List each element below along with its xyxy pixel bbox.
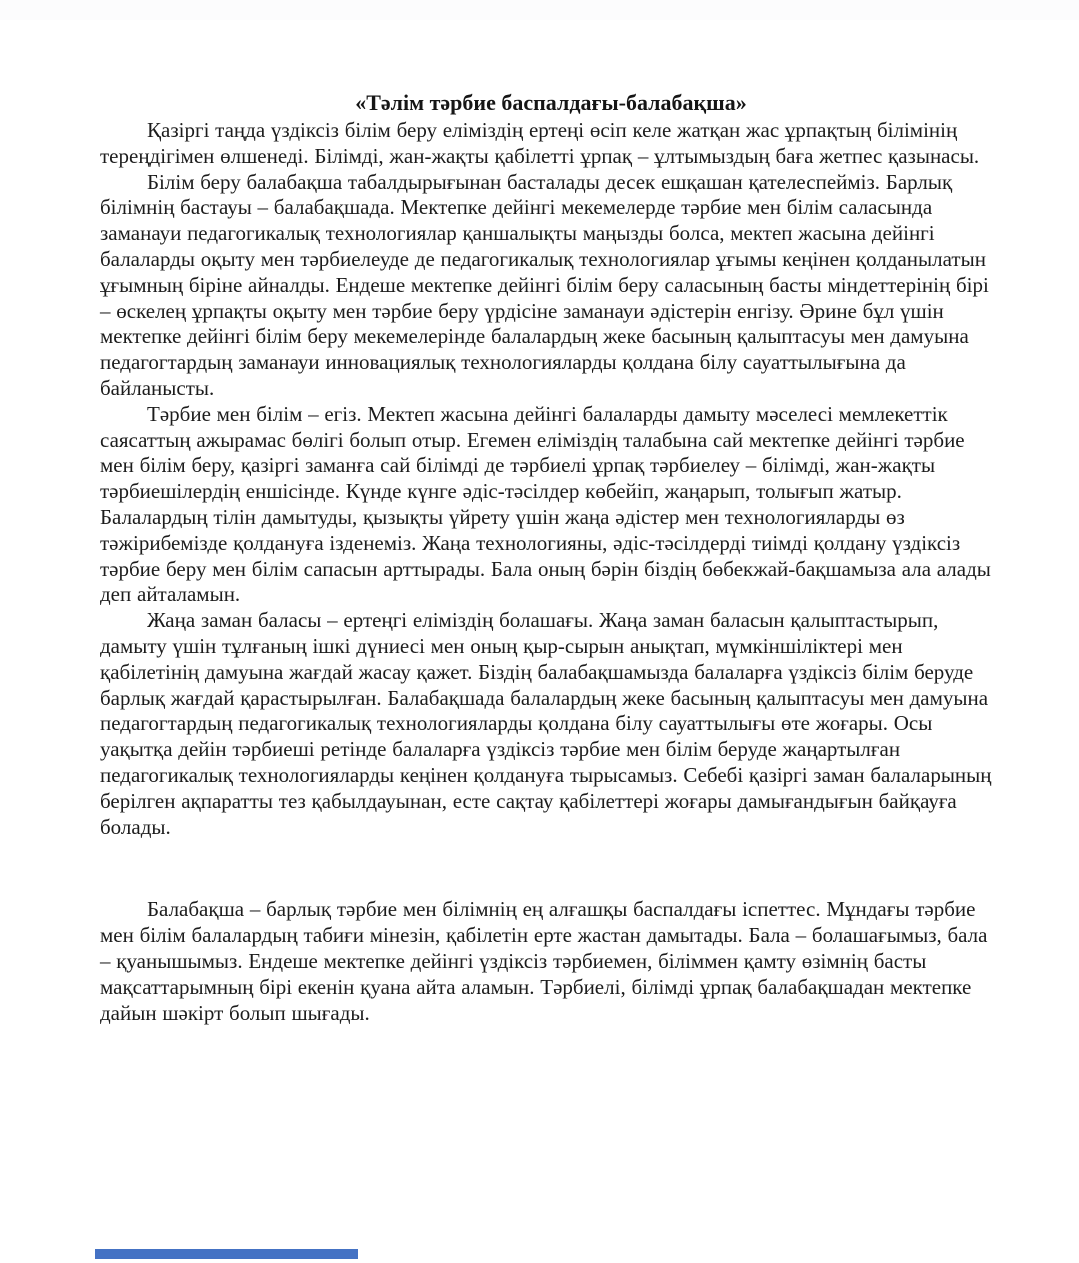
page-top-edge xyxy=(0,0,1079,20)
paragraph-kindergarten-foundation: Білім беру балабақша табалдырығынан басталады десек ешқашан қателеспейміз. Барлық білімнің бастауы – балабақшада. Мектепке дейінгі мекемелерде тәрбие мен білім саласында заманауи педагогикалық технологиялар қаншалықты маңызды болса, мектеп жасына дейінгі балаларды оқыту мен тәрбиелеуде де педагогикалық технологиялар ұғымы кеңінен қолданылатын ұғымның біріне айналды. Ендеше мектепке дейінгі білім беру саласының басты міндеттерінің бірі – өскелең ұрпақты оқыту мен тәрбие беру үрдісіне заманауи әдістерін енгізу. Әрине бұл үшін мектепке дейінгі білім беру мекемелерінде балалардың жеке басының қалыптасуы мен дамуына педагогтардың заманауи инновациялық технологияларды қолдана білу сауаттылығына да байланысты. xyxy=(100,169,989,400)
page-title: «Тәлім тәрбие баспалдағы-балабақша» xyxy=(355,90,747,115)
bottom-blue-bar xyxy=(95,1249,358,1259)
document-page xyxy=(100,90,1002,1026)
paragraph-education-twins: Тәрбие мен білім – егіз. Мектеп жасына дейінгі балаларды дамыту мәселесі мемлекеттік саясаттың ажырамас бөлігі болып отыр. Егемен еліміздің талабына сай мектепке дейінгі тәрбие мен білім беру, қазіргі заманға сай білімді де тәрбиелі ұрпақ тәрбиелеу – білімді, жан-жақты тәрбиешілердің еншісінде. Күнде күнге әдіс-тәсілдер көбейіп, жаңарып, толығып жатыр. Балалардың тілін дамытуды, қызықты үйрету үшін жаңа әдістер мен технологияларды өз тәжірибемізде қолдануға ізденеміз. Жаңа технологияны, әдіс-тәсілдерді тиімді қолдану үздіксіз тәрбие беру мен білім сапасын арттырады. Бала оның бәрін біздің бөбекжай-бақшамыза ала алады деп айталамын. xyxy=(100,401,991,607)
paragraph-new-generation: Жаңа заман баласы – ертеңгі еліміздің болашағы. Жаңа заман баласын қалыптастырып, дамыту үшін тұлғаның ішкі дүниесі мен оның қыр-сырын анықтап, мүмкіншіліктері мен қабілетінің дамуына жағдай жасау қажет. Біздің балабақшамызда балаларға үздіксіз білім беруде барлық жағдай қарастырылған. Балабақшада балалардың жеке басының қалыптасуы мен дамуына педагогтардың педагогикалық технологияларды қолдана білу сауаттылығы өте жоғары. Осы уақытқа дейін тәрбиеші ретінде балаларға үздіксіз тәрбие мен білім беруде жаңартылған педагогикалық технологияларды кеңінен қолдануға тырысамыз. Себебі қазіргі заман балаларының берілген ақпаратты тез қабылдауынан, есте сақтау қабілеттері жоғары дамығандығын байқауға болады. xyxy=(100,608,992,839)
paragraph-intro: Қазіргі таңда үздіксіз білім беру еліміздің ертеңі өсіп келе жатқан жас ұрпақтың білімінің тереңдігімен өлшенеді. Білімді, жан-жақты қабілетті ұрпақ – ұлтымыздың баға жетпес қазынасы. xyxy=(100,118,980,168)
paragraph-conclusion: Балабақша – барлық тәрбие мен білімнің ең алғашқы баспалдағы іспеттес. Мұндағы тәрбие мен білім балалардың табиғи мінезін, қабілетін ерте жастан дамытады. Бала – болашағымыз, бала – қуанышымыз. Ендеше мектепке дейінгі үздіксіз тәрбиемен, біліммен қамту өзімнің басты мақсаттарымның бірі екенін қуана айта аламын. Тәрбиелі, білімді ұрпақ балабақшадан мектепке дайын шәкірт болып шығады. xyxy=(100,897,988,1025)
